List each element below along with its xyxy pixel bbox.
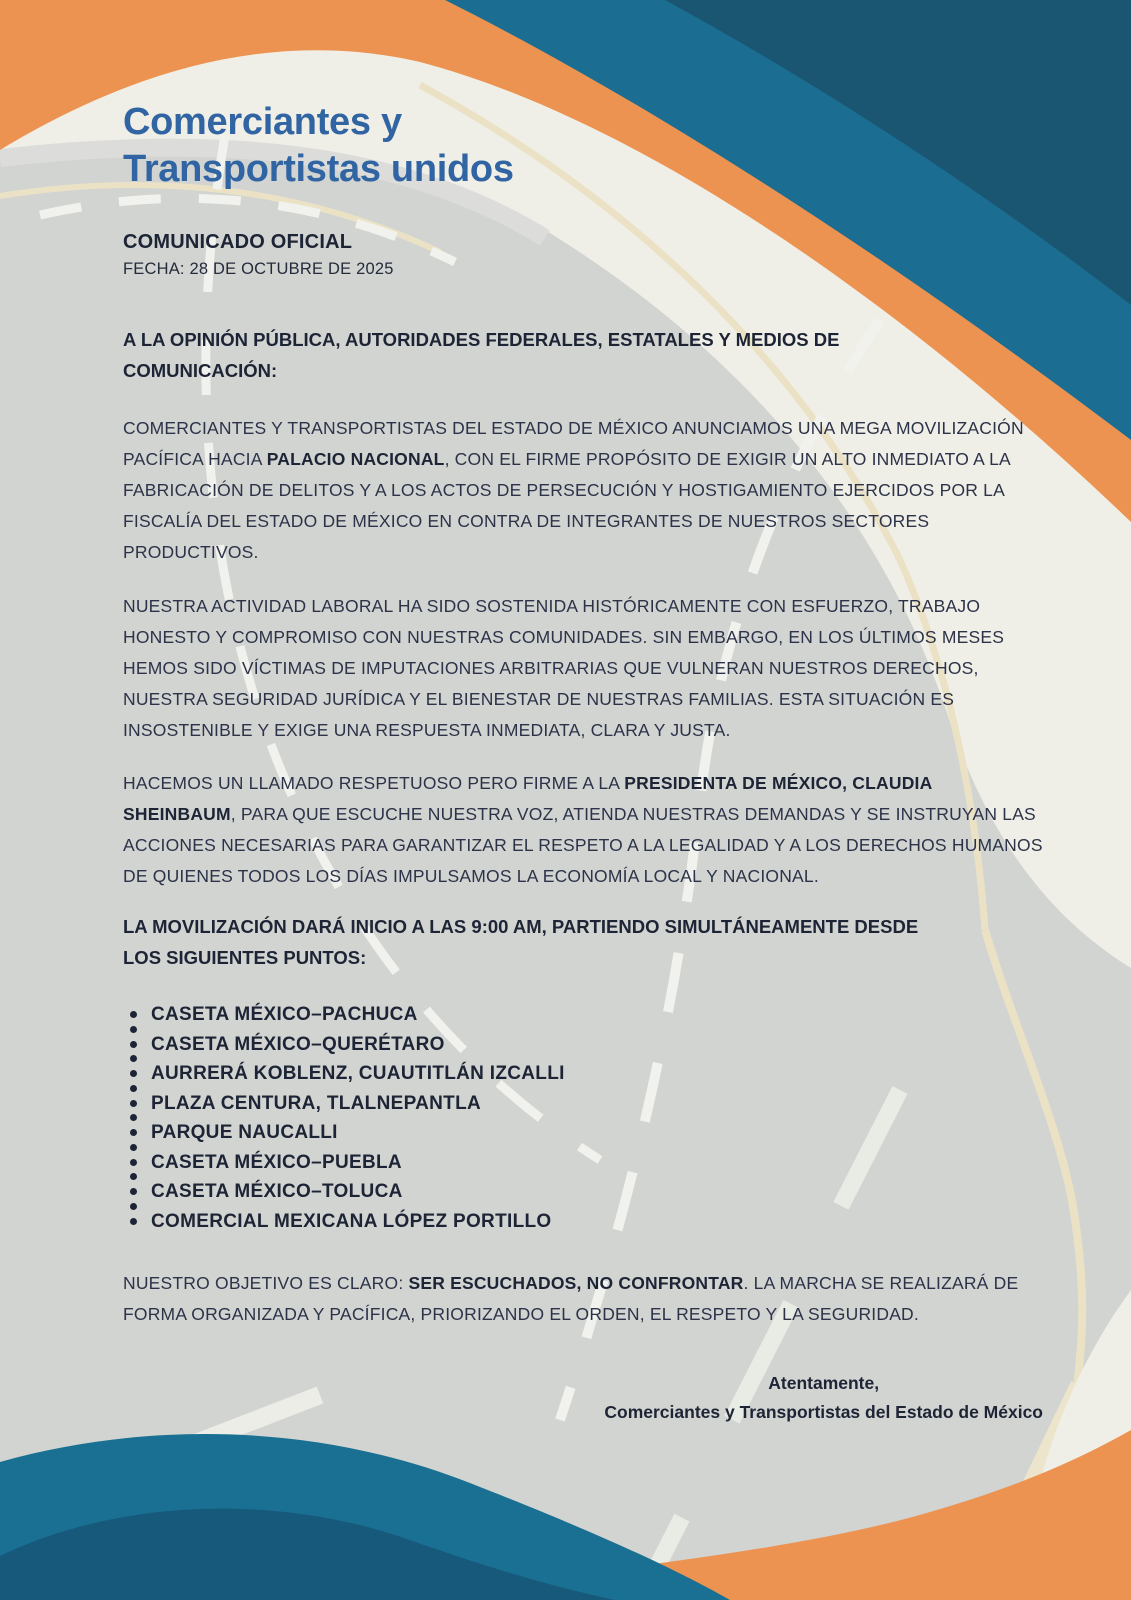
- mobilization-heading-line1: LA MOVILIZACIÓN DARÁ INICIO A LAS 9:00 AM, PARTIENDO SIMULTÁNEAMENTE DESDE: [123, 916, 919, 937]
- paragraph-call-text2: , PARA QUE ESCUCHE NUESTRA VOZ, ATIENDA NUESTRAS DEMANDAS Y SE INSTRUYAN LAS ACCIONES NECESARIAS PARA GARANTIZAR EL RESPETO A LA LEGALIDAD Y A LOS DERECHOS HUMANOS DE QUIENES TODOS LOS DÍAS IMPULSAMOS LA ECONOMÍA LOCAL Y NACIONAL.: [123, 804, 1043, 886]
- palacio-nacional-emphasis: PALACIO NACIONAL: [266, 449, 445, 469]
- organization-title-line2: Transportistas unidos: [123, 148, 514, 190]
- list-item: [125, 1207, 1043, 1237]
- paragraph-announcement-text2: , CON EL FIRME PROPÓSITO DE EXIGIR UN ALTO INMEDIATO A LA FABRICACIÓN DE DELITOS Y A LOS ACTOS DE PERSECUCIÓN Y HOSTIGAMIENTO EJERCIDOS POR LA FISCALÍA DEL ESTADO DE MÉXICO EN CONTRA DE INTEGRANTES DE NUESTROS SECTORES PRODUCTIVOS.: [123, 449, 1010, 562]
- signature-block: [604, 1369, 1043, 1427]
- bullet-separator-icon: [130, 1026, 137, 1033]
- salutation-line2: COMUNICACIÓN:: [123, 360, 278, 381]
- meeting-point-label: CASETA MÉXICO–QUERÉTARO: [151, 1033, 445, 1055]
- bullet-separator-icon: [130, 1114, 137, 1121]
- meeting-point-label: AURRERÁ KOBLENZ, CUAUTITLÁN IZCALLI: [151, 1063, 565, 1084]
- mobilization-heading-line2: LOS SIGUIENTES PUNTOS:: [123, 947, 367, 968]
- bullet-icon: [130, 1100, 137, 1107]
- bullet-separator-icon: [130, 1203, 137, 1210]
- signature-salutation: Atentamente,: [768, 1373, 880, 1393]
- bullet-separator-icon: [130, 1055, 137, 1062]
- bullet-icon: [130, 1129, 137, 1136]
- meeting-points-list: [123, 1000, 1043, 1236]
- bullet-icon: [130, 1070, 137, 1077]
- list-item: [125, 1148, 1043, 1178]
- objective-emphasis: SER ESCUCHADOS, NO CONFRONTAR: [408, 1273, 744, 1293]
- bullet-icon: [130, 1011, 137, 1018]
- paragraph-announcement-text: COMERCIANTES Y TRANSPORTISTAS DEL ESTADO DE MÉXICO ANUNCIAMOS UNA MEGA MOVILIZACIÓN PACÍFICA HACIA: [123, 418, 1024, 469]
- bullet-icon: [130, 1218, 137, 1225]
- list-item: [125, 1089, 1043, 1119]
- organization-title: [123, 99, 1043, 193]
- document-date: FECHA: 28 DE OCTUBRE DE 2025: [123, 260, 394, 278]
- bullet-icon: [130, 1159, 137, 1166]
- signature-organization: Comerciantes y Transportistas del Estado de México: [604, 1402, 1043, 1422]
- mobilization-heading: [123, 911, 1043, 973]
- meeting-point-label: PARQUE NAUCALLI: [151, 1122, 338, 1143]
- bullet-separator-icon: [130, 1085, 137, 1092]
- meeting-point-label: COMERCIAL MEXICANA LÓPEZ PORTILLO: [151, 1210, 552, 1232]
- paragraph-call-text: HACEMOS UN LLAMADO RESPETUOSO PERO FIRME A LA: [123, 773, 625, 793]
- list-item: [125, 1000, 1043, 1030]
- bullet-icon: [130, 1188, 137, 1195]
- paragraph-objective-text2: . LA MARCHA SE REALIZARÁ DE FORMA ORGANIZADA Y PACÍFICA, PRIORIZANDO EL ORDEN, EL RESPETO Y LA SEGURIDAD.: [123, 1273, 1019, 1324]
- list-item: [125, 1030, 1043, 1060]
- paragraph-objective-text: NUESTRO OBJETIVO ES CLARO:: [123, 1273, 409, 1293]
- meeting-point-label: CASETA MÉXICO–TOLUCA: [151, 1181, 403, 1202]
- document-type-heading: COMUNICADO OFICIAL: [123, 231, 353, 253]
- flyer-content: [123, 0, 1043, 1427]
- paragraph-context: NUESTRA ACTIVIDAD LABORAL HA SIDO SOSTENIDA HISTÓRICAMENTE CON ESFUERZO, TRABAJO HONESTO Y COMPROMISO CON NUESTRAS COMUNIDADES. SIN EMBARGO, EN LOS ÚLTIMOS MESES HEMOS SIDO VÍCTIMAS DE IMPUTACIONES ARBITRARIAS QUE VULNERAN NUESTROS DERECHOS, NUESTRA SEGURIDAD JURÍDICA Y EL BIENESTAR DE NUESTRAS FAMILIAS. ESTA SITUACIÓN ES INSOSTENIBLE Y EXIGE UNA RESPUESTA INMEDIATA, CLARA Y JUSTA.: [123, 596, 1005, 740]
- bullet-separator-icon: [130, 1173, 137, 1180]
- paragraph-objective: [123, 1268, 1043, 1330]
- presidenta-emphasis: PRESIDENTA DE MÉXICO, CLAUDIA SHEINBAUM: [123, 773, 932, 824]
- list-item: [125, 1177, 1043, 1207]
- list-item: [125, 1118, 1043, 1148]
- paragraph-call: [123, 768, 1043, 892]
- organization-title-line1: Comerciantes y: [123, 101, 402, 143]
- meeting-point-label: PLAZA CENTURA, TLALNEPANTLA: [151, 1092, 482, 1114]
- meeting-point-label: CASETA MÉXICO–PUEBLA: [151, 1151, 402, 1173]
- salutation-line1: A LA OPINIÓN PÚBLICA, AUTORIDADES FEDERALES, ESTATALES Y MEDIOS DE: [123, 329, 840, 350]
- paragraph-announcement: [123, 413, 1043, 568]
- bullet-separator-icon: [130, 1144, 137, 1151]
- bullet-icon: [130, 1041, 137, 1048]
- list-item: [125, 1059, 1043, 1089]
- salutation-heading: [123, 324, 943, 386]
- meeting-point-label: CASETA MÉXICO–PACHUCA: [151, 1004, 418, 1025]
